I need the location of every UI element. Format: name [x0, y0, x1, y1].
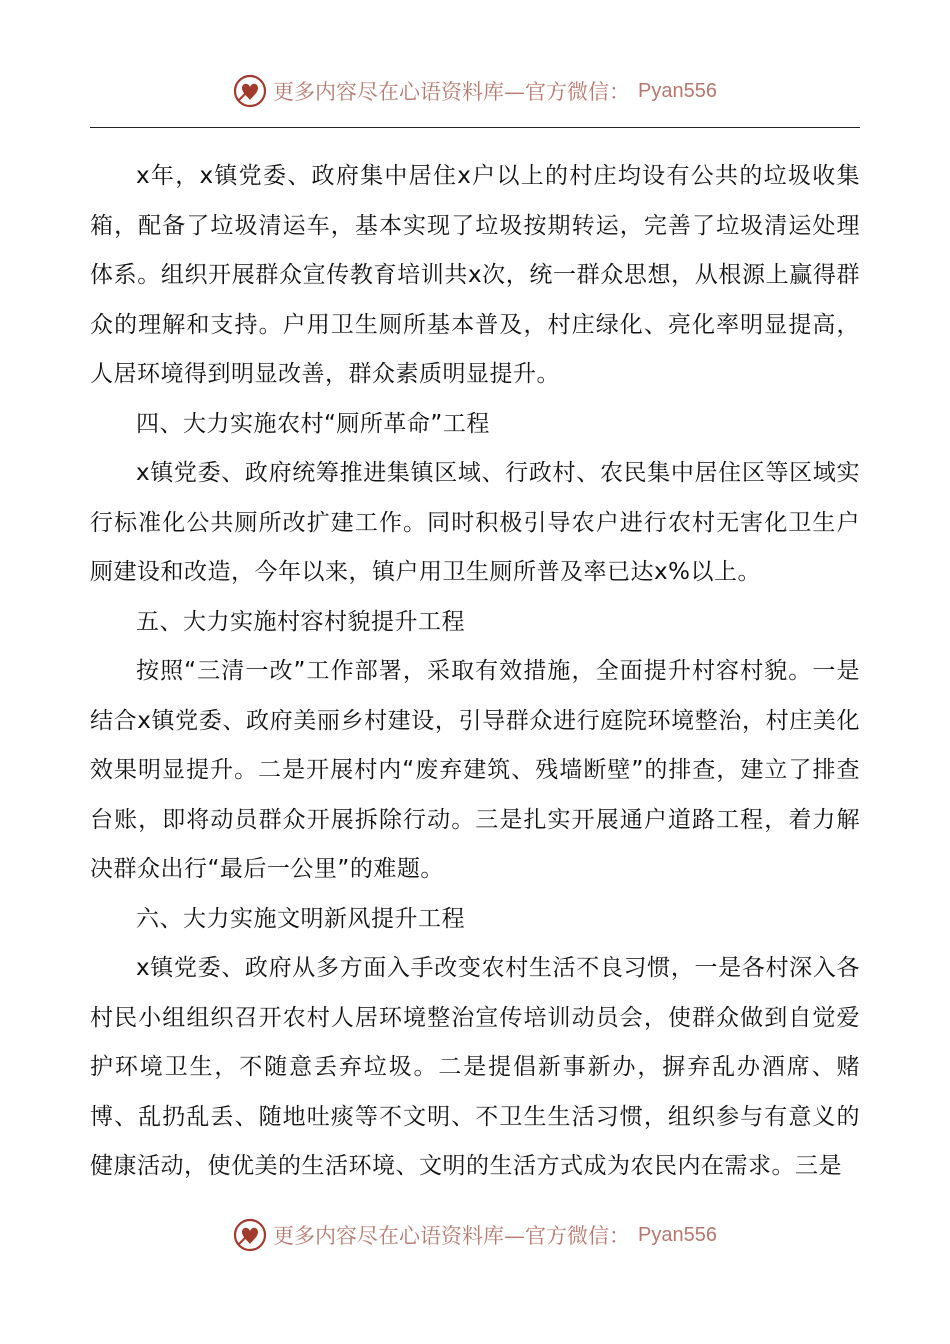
section-heading-6: 六、大力实施文明新风提升工程: [136, 905, 465, 932]
header-wechat-id: Pyan556: [638, 79, 717, 102]
heart-logo-icon: [233, 1218, 267, 1252]
paragraph-2: x镇党委、政府统筹推进集镇区域、行政村、农民集中居住区等区域实行标准化公共厕所改扩建工作。同时积极引导农户进行农村无害化卫生户厕建设和改造，今年以来，镇户用卫生厕所普及率已达x%以上。: [90, 460, 860, 585]
footer-wechat-id: Pyan556: [638, 1223, 717, 1246]
section-heading-4: 四、大力实施农村“厕所革命”工程: [136, 410, 490, 437]
header-divider: [90, 127, 860, 128]
heart-logo-icon: [233, 74, 267, 108]
paragraph-4: x镇党委、政府从多方面入手改变农村生活不良习惯，一是各村深入各村民小组组织召开农村人居环境整治宣传培训动员会，使群众做到自觉爱护环境卫生，不随意丢弃垃圾。二是提倡新事新办，摒弃乱办酒席、赌博、乱扔乱丢、随地吐痰等不文明、不卫生生活习惯，组织参与有意义的健康活动，使优美的生活环境、文明的生活方式成为农民内在需求。三是: [90, 955, 860, 1179]
footer-banner: [0, 1218, 950, 1252]
document-body: [90, 152, 860, 1192]
footer-banner-text: 更多内容尽在心语资料库—官方微信：: [273, 1224, 631, 1248]
paragraph-3: 按照“三清一改”工作部署，采取有效措施，全面提升村容村貌。一是结合x镇党委、政府美丽乡村建设，引导群众进行庭院环境整治，村庄美化效果明显提升。二是开展村内“废弃建筑、残墙断壁”的排查，建立了排查台账，即将动员群众开展拆除行动。三是扎实开展通户道路工程，着力解决群众出行“最后一公里”的难题。: [90, 658, 860, 882]
paragraph-1: x年，x镇党委、政府集中居住x户以上的村庄均设有公共的垃圾收集箱，配备了垃圾清运车，基本实现了垃圾按期转运，完善了垃圾清运处理体系。组织开展群众宣传教育培训共x次，统一群众思想，从根源上赢得群众的理解和支持。户用卫生厕所基本普及，村庄绿化、亮化率明显提高，人居环境得到明显改善，群众素质明显提升。: [90, 163, 860, 387]
header-banner: [0, 74, 950, 108]
header-banner-text: 更多内容尽在心语资料库—官方微信：: [273, 80, 631, 104]
section-heading-5: 五、大力实施村容村貌提升工程: [136, 608, 465, 635]
